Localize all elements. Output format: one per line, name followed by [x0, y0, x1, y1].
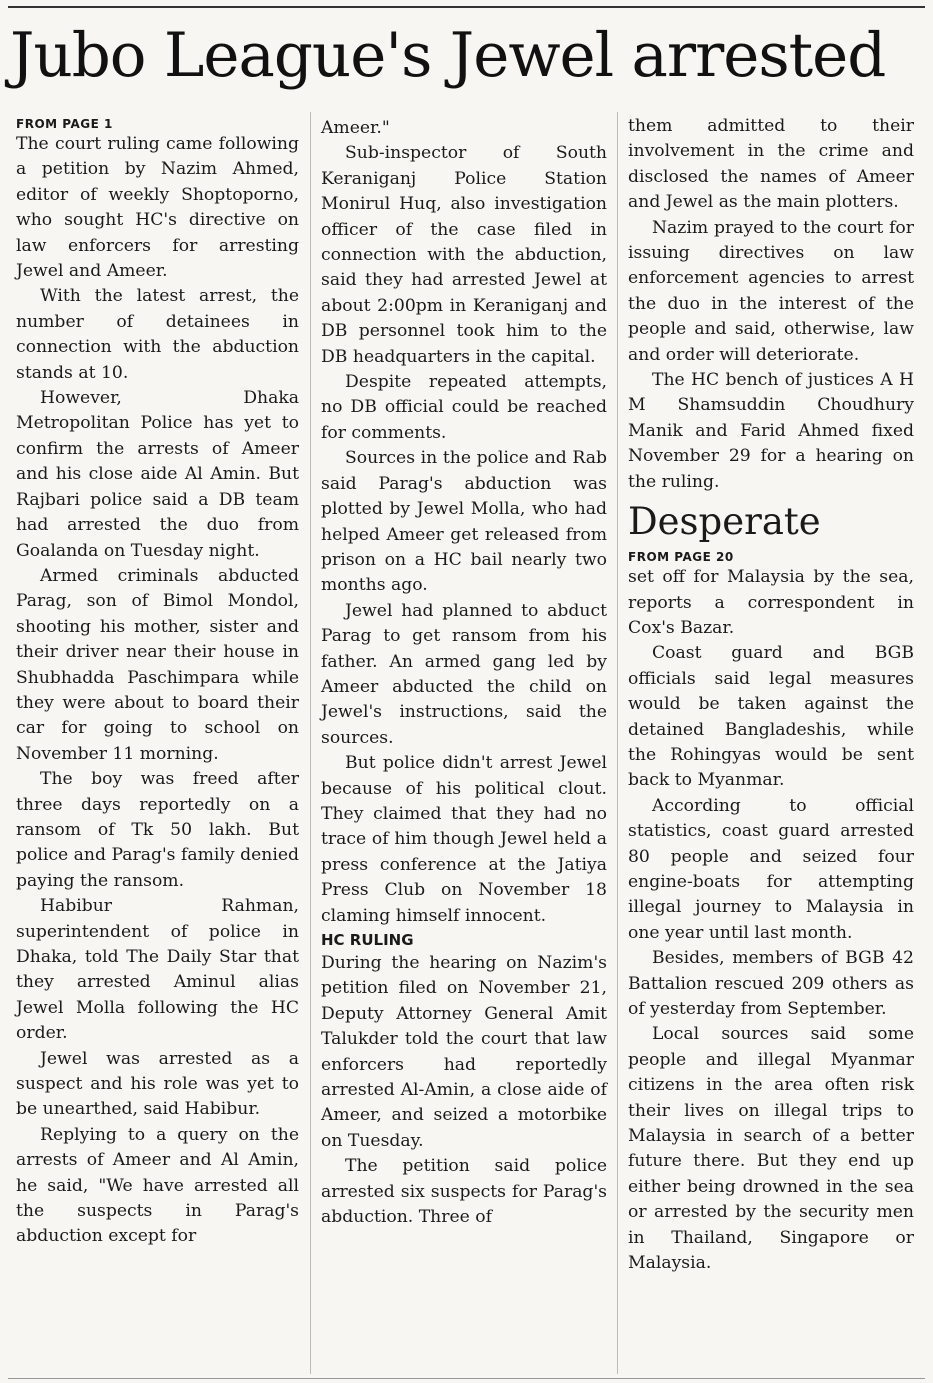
- paragraph: Coast guard and BGB officials said legal measures would be taken against the detained Bangladeshis, while the Rohingyas would be sent back to Myanmar.: [628, 643, 914, 791]
- paragraph: Jewel had planned to abduct Parag to get ransom from his father. An armed gang led by Ameer abducted the child on Jewel's instructions, said the sources.: [321, 600, 607, 748]
- paragraph: The HC bench of justices A H M Shamsuddin Choudhury Manik and Farid Ahmed fixed November 29 for a hearing on the ruling.: [628, 370, 914, 492]
- paragraph: During the hearing on Nazim's petition filed on November 21, Deputy Attorney General Amit Talukder told the court that law enforcers had reportedly arrested Al-Amin, a close aide of Ameer, and seized a motorbike on Tuesday.: [321, 953, 607, 1151]
- paragraph: The court ruling came following a petition by Nazim Ahmed, editor of weekly Shoptoporno, who sought HC's directive on law enforcers for arresting Jewel and Ameer.: [16, 134, 299, 282]
- column-2: [321, 116, 607, 1230]
- paragraph: The boy was freed after three days reportedly on a ransom of Tk 50 lakh. But police and Parag's family denied paying the ransom.: [16, 769, 299, 891]
- column-3: [628, 114, 914, 1276]
- paragraph: Besides, members of BGB 42 Battalion rescued 209 others as of yesterday from September.: [628, 948, 914, 1019]
- continued-from-label: FROM PAGE 1: [16, 117, 113, 131]
- column-1: [16, 116, 299, 1250]
- headline: Jubo League's Jewel arrested: [10, 20, 886, 91]
- bottom-rule: [8, 1378, 925, 1379]
- paragraph: Habibur Rahman, superintendent of police in Dhaka, told The Daily Star that they arrested Aminul alias Jewel Molla following the HC order.: [16, 896, 299, 1044]
- paragraph: The petition said police arrested six suspects for Parag's abduction. Three of: [321, 1156, 607, 1228]
- paragraph: Nazim prayed to the court for issuing directives on law enforcement agencies to arrest the duo in the interest of the people and said, otherwise, law and order will deteriorate.: [628, 217, 914, 365]
- paragraph: set off for Malaysia by the sea, reports a correspondent in Cox's Bazar.: [628, 567, 914, 638]
- subhead: HC RULING: [321, 931, 414, 949]
- column-divider: [310, 112, 311, 1374]
- section-headline: Desperate: [628, 500, 821, 544]
- paragraph: Local sources said some people and illegal Myanmar citizens in the area often risk their lives on illegal trips to Malaysia in search of a better future there. But they end up either being drowned in the sea or arrested by the security men in Thailand, Singapore or Malaysia.: [628, 1024, 914, 1274]
- paragraph: them admitted to their involvement in the crime and disclosed the names of Ameer and Jewel as the main plotters.: [628, 116, 914, 213]
- paragraph: Armed criminals abducted Parag, son of Bimol Mondol, shooting his mother, sister and their driver near their house in Shubhadda Paschimpara while they were about to board their car for going to school on November 11 morning.: [16, 565, 299, 764]
- paragraph: With the latest arrest, the number of detainees in connection with the abduction stands at 10.: [16, 286, 299, 383]
- paragraph: However, Dhaka Metropolitan Police has yet to confirm the arrests of Ameer and his close aide Al Amin. But Rajbari police said a DB team had arrested the duo from Goalanda on Tuesday night.: [16, 388, 299, 561]
- paragraph: But police didn't arrest Jewel because of his political clout. They claimed that they had no trace of him though Jewel held a press conference at the Jatiya Press Club on November 18 claming himself innocent.: [321, 753, 607, 926]
- paragraph: Despite repeated attempts, no DB official could be reached for comments.: [321, 372, 607, 443]
- paragraph: Replying to a query on the arrests of Ameer and Al Amin, he said, "We have arrested all the suspects in Parag's abduction except for: [16, 1124, 299, 1247]
- paragraph: Jewel was arrested as a suspect and his role was yet to be unearthed, said Habibur.: [16, 1048, 299, 1120]
- paragraph: Ameer.": [321, 118, 390, 138]
- continued-from-label: FROM PAGE 20: [628, 550, 734, 565]
- top-rule: [8, 6, 925, 8]
- column-divider: [617, 112, 618, 1374]
- paragraph: According to official statistics, coast guard arrested 80 people and seized four engine-boats for attempting illegal journey to Malaysia in one year until last month.: [628, 795, 914, 943]
- paragraph: Sub-inspector of South Keraniganj Police Station Monirul Huq, also investigation officer of the case filed in connection with the abduction, said they had arrested Jewel at about 2:00pm in Keraniganj and DB personnel took him to the DB headquarters in the capital.: [321, 143, 607, 367]
- paragraph: Sources in the police and Rab said Parag's abduction was plotted by Jewel Molla, who had helped Ameer get released from prison on a HC bail nearly two months ago.: [321, 448, 607, 596]
